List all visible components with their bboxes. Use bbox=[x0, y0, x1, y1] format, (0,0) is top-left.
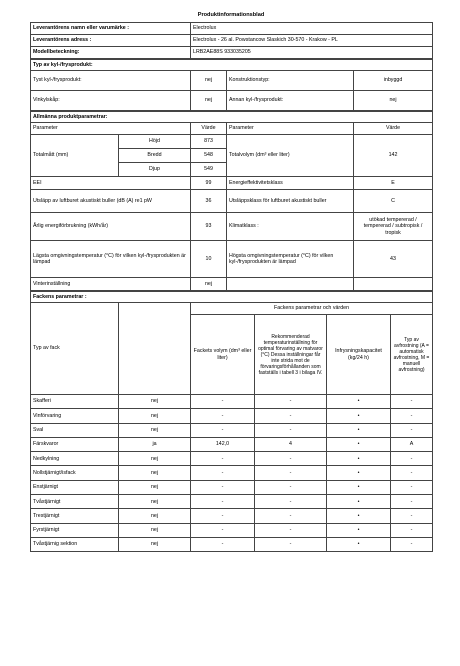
compartment-freezing-capacity: • bbox=[327, 509, 391, 523]
table-row bbox=[31, 509, 433, 523]
empty-cell bbox=[227, 278, 354, 291]
model-label: Modellbeteckning: bbox=[31, 47, 191, 59]
compartment-freezing-capacity: • bbox=[327, 523, 391, 537]
empty-cell bbox=[354, 278, 433, 291]
compartment-temperature: - bbox=[255, 423, 327, 437]
compartment-temperature: - bbox=[255, 537, 327, 551]
noise-class-value: C bbox=[354, 190, 433, 213]
general-parameters-table bbox=[30, 111, 433, 291]
table-row bbox=[31, 495, 433, 509]
compartment-name: Färskvaror bbox=[31, 437, 119, 451]
compartment-defrost-type: - bbox=[391, 509, 433, 523]
compartment-freezing-capacity: • bbox=[327, 395, 391, 409]
compartment-name: Tvåstjärnig sektion bbox=[31, 537, 119, 551]
compartment-present: ja bbox=[119, 437, 191, 451]
compartment-temperature: 4 bbox=[255, 437, 327, 451]
max-temp-value: 43 bbox=[354, 241, 433, 278]
compartment-freezing-capacity: • bbox=[327, 466, 391, 480]
model-value: LRB2AE88S 933035205 bbox=[191, 47, 433, 59]
compartment-defrost-type: - bbox=[391, 537, 433, 551]
compartment-freezing-capacity: • bbox=[327, 423, 391, 437]
supplier-address-value: Electrolux - 26 al. Powstancow Slaskich 30-570 - Krakow - PL bbox=[191, 35, 433, 47]
column-header: Värde bbox=[191, 123, 227, 135]
volume-label: Totalvolym (dm³ eller liter) bbox=[227, 135, 354, 177]
general-heading: Allmänna produktparametrar: bbox=[31, 112, 433, 123]
compartment-freezing-capacity: • bbox=[327, 480, 391, 494]
type-label: Vinkylskåp: bbox=[31, 91, 191, 111]
compartment-freezing-capacity: • bbox=[327, 452, 391, 466]
product-information-sheet bbox=[30, 8, 432, 552]
compartment-freezing-capacity: • bbox=[327, 495, 391, 509]
compartment-present: nej bbox=[119, 423, 191, 437]
compartment-present: nej bbox=[119, 466, 191, 480]
type-label: Konstruktionstyp: bbox=[227, 71, 354, 91]
compartment-type-header: Typ av fack bbox=[31, 303, 119, 395]
compartments-table bbox=[30, 291, 433, 552]
compartment-name: Sval bbox=[31, 423, 119, 437]
compartment-present: nej bbox=[119, 452, 191, 466]
table-row bbox=[31, 523, 433, 537]
table-row bbox=[31, 395, 433, 409]
compartment-defrost-type: - bbox=[391, 409, 433, 423]
type-heading: Typ av kyl-/frysprodukt: bbox=[31, 60, 433, 71]
table-row bbox=[31, 437, 433, 451]
compartment-name: Tvåstjärnigt bbox=[31, 495, 119, 509]
compartment-name: Enstjärnigt bbox=[31, 480, 119, 494]
compartment-defrost-type: - bbox=[391, 495, 433, 509]
type-label: Annan kyl-/frysprodukt: bbox=[227, 91, 354, 111]
climate-class-value: utökad tempererad / tempererad / subtropisk / tropisk bbox=[354, 213, 433, 241]
compartments-group-header: Fackens parametrar och värden bbox=[191, 303, 433, 315]
energy-class-value: E bbox=[354, 177, 433, 190]
compartment-volume: 142,0 bbox=[191, 437, 255, 451]
compartment-temperature: - bbox=[255, 480, 327, 494]
compartment-present: nej bbox=[119, 480, 191, 494]
noise-value: 36 bbox=[191, 190, 227, 213]
min-temp-label: Lägsta omgivningstemperatur (°C) för vilken kyl-/frysprodukten är lämpad bbox=[31, 241, 191, 278]
compartment-name: Nedkylning bbox=[31, 452, 119, 466]
annual-energy-value: 93 bbox=[191, 213, 227, 241]
dimensions-label: Totalmått (mm) bbox=[31, 135, 119, 177]
freezing-capacity-header: Infrysningskapacitet (kg/24 h) bbox=[327, 315, 391, 395]
compartment-present: nej bbox=[119, 537, 191, 551]
noise-label: Utsläpp av luftburet akustiskt buller (dB (A) re1 pW bbox=[31, 190, 191, 213]
column-header: Parameter bbox=[31, 123, 191, 135]
table-row bbox=[31, 480, 433, 494]
compartment-name: Nollstjärnigt/isfack bbox=[31, 466, 119, 480]
width-value: 548 bbox=[191, 149, 227, 163]
column-header: Parameter bbox=[227, 123, 354, 135]
compartment-temperature: - bbox=[255, 466, 327, 480]
compartment-temperature: - bbox=[255, 452, 327, 466]
compartment-present: nej bbox=[119, 495, 191, 509]
supplier-address-label: Leverantörens adress : bbox=[31, 35, 191, 47]
compartment-volume: - bbox=[191, 480, 255, 494]
temperature-header: Rekommenderad temperaturinställning för optimal förvaring av matvaror (°C) Dessa inställningar får inte strida mot de förvaringsförhållanden som fastställs i tabell 3 i bilaga IV. bbox=[255, 315, 327, 395]
compartment-present: nej bbox=[119, 523, 191, 537]
compartment-volume: - bbox=[191, 395, 255, 409]
compartment-temperature: - bbox=[255, 409, 327, 423]
table-row bbox=[31, 466, 433, 480]
compartment-volume: - bbox=[191, 423, 255, 437]
compartment-volume: - bbox=[191, 466, 255, 480]
noise-class-label: Utsläppsklass för luftburet akustiskt buller bbox=[227, 190, 354, 213]
table-row bbox=[31, 423, 433, 437]
compartment-volume: - bbox=[191, 537, 255, 551]
height-label: Höjd bbox=[119, 135, 191, 149]
winter-setting-value: nej bbox=[191, 278, 227, 291]
compartment-defrost-type: - bbox=[391, 523, 433, 537]
type-table bbox=[30, 59, 433, 111]
eei-value: 99 bbox=[191, 177, 227, 190]
type-value: nej bbox=[191, 91, 227, 111]
compartment-volume: - bbox=[191, 523, 255, 537]
compartment-present: nej bbox=[119, 395, 191, 409]
compartment-defrost-type: - bbox=[391, 466, 433, 480]
table-row bbox=[31, 452, 433, 466]
compartment-volume: - bbox=[191, 509, 255, 523]
column-header: Värde bbox=[354, 123, 433, 135]
sheet-title: Produktinformationsblad bbox=[197, 12, 265, 18]
compartment-defrost-type: - bbox=[391, 452, 433, 466]
depth-value: 549 bbox=[191, 163, 227, 177]
annual-energy-label: Årlig energiförbrukning (kWh/år) bbox=[31, 213, 191, 241]
width-label: Bredd bbox=[119, 149, 191, 163]
compartment-temperature: - bbox=[255, 395, 327, 409]
compartment-name: Fyrstjärnigt bbox=[31, 523, 119, 537]
winter-setting-label: Vinterinställning bbox=[31, 278, 191, 291]
compartment-volume: - bbox=[191, 409, 255, 423]
type-label: Tyst kyl-/frysprodukt: bbox=[31, 71, 191, 91]
energy-class-label: Energieffektivitetsklass bbox=[227, 177, 354, 190]
type-value: inbyggd bbox=[354, 71, 433, 91]
compartment-temperature: - bbox=[255, 523, 327, 537]
supplier-name-value: Electrolux bbox=[191, 23, 433, 35]
compartment-volume: - bbox=[191, 452, 255, 466]
supplier-name-label: Leverantörens namn eller varumärke : bbox=[31, 23, 191, 35]
compartment-defrost-type: - bbox=[391, 423, 433, 437]
compartment-defrost-type: - bbox=[391, 395, 433, 409]
compartment-temperature: - bbox=[255, 509, 327, 523]
height-value: 873 bbox=[191, 135, 227, 149]
volume-value: 142 bbox=[354, 135, 433, 177]
climate-class-label: Klimatklass : bbox=[227, 213, 354, 241]
compartment-name: Trestjärnigt bbox=[31, 509, 119, 523]
compartment-freezing-capacity: • bbox=[327, 537, 391, 551]
compartment-volume: - bbox=[191, 495, 255, 509]
type-value: nej bbox=[354, 91, 433, 111]
volume-header: Fackets volym (dm³ eller liter) bbox=[191, 315, 255, 395]
table-row bbox=[31, 537, 433, 551]
compartments-heading: Fackens parametrar : bbox=[31, 292, 433, 303]
eei-label: EEI bbox=[31, 177, 191, 190]
empty-cell bbox=[119, 303, 191, 395]
table-row bbox=[31, 409, 433, 423]
compartment-name: Skafferi bbox=[31, 395, 119, 409]
supplier-table bbox=[30, 22, 433, 59]
compartment-freezing-capacity: • bbox=[327, 437, 391, 451]
compartment-defrost-type: - bbox=[391, 480, 433, 494]
type-value: nej bbox=[191, 71, 227, 91]
compartment-present: nej bbox=[119, 509, 191, 523]
compartment-temperature: - bbox=[255, 495, 327, 509]
compartment-name: Vinförvaring bbox=[31, 409, 119, 423]
depth-label: Djup bbox=[119, 163, 191, 177]
compartment-defrost-type: A bbox=[391, 437, 433, 451]
max-temp-label: Högsta omgivningstemperatur (°C) för vilken kyl-/frysprodukten är lämpad bbox=[227, 241, 354, 278]
defrost-type-header: Typ av avfrostning (A = automatisk avfrostning, M = manuell avfrostning) bbox=[391, 315, 433, 395]
min-temp-value: 10 bbox=[191, 241, 227, 278]
compartment-freezing-capacity: • bbox=[327, 409, 391, 423]
compartment-present: nej bbox=[119, 409, 191, 423]
